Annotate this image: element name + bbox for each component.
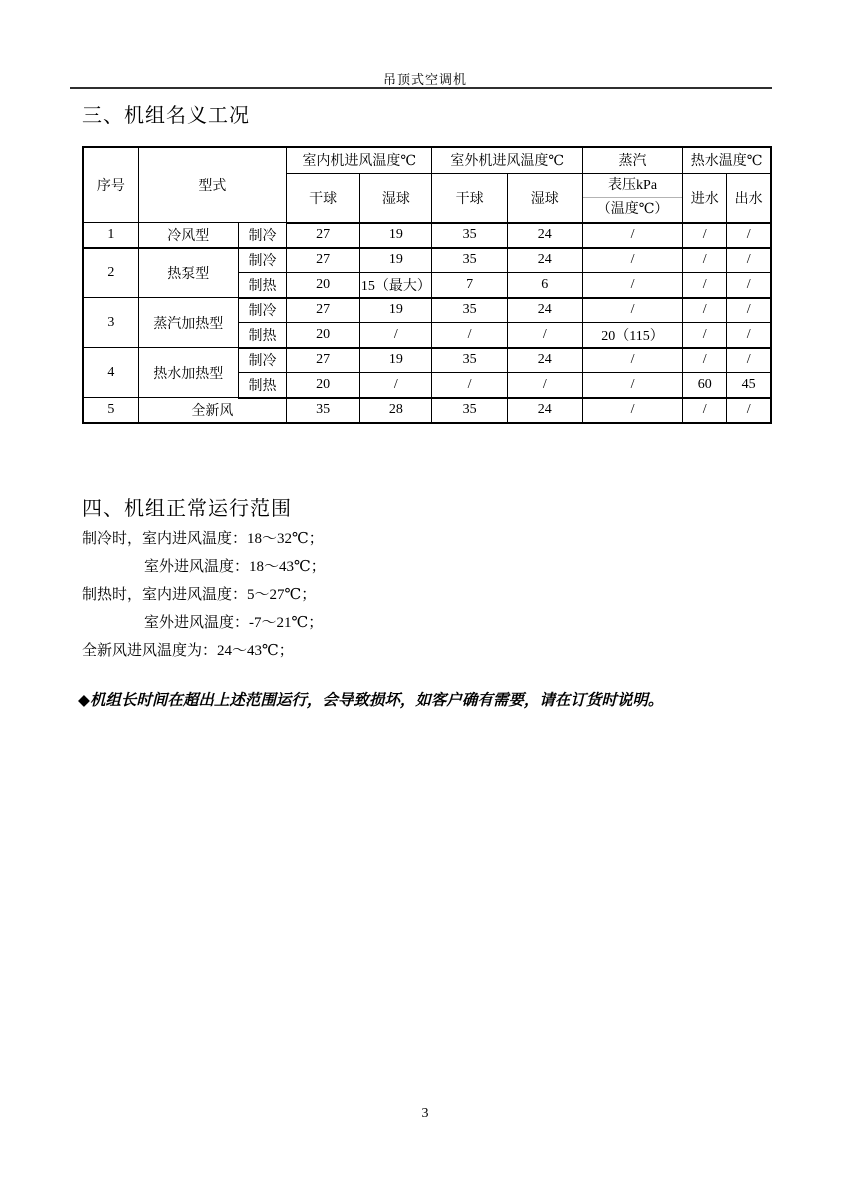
cell-serial: 3 [83, 298, 138, 348]
range-line-cooling-outdoor: 室外进风温度：18～43℃； [144, 559, 326, 575]
cell-value: / [582, 298, 682, 323]
cell-value: / [727, 323, 771, 348]
cell-type: 冷风型 [138, 223, 238, 248]
cell-value: / [582, 348, 682, 373]
cell-mode: 制冷 [238, 223, 286, 248]
cell-value: / [432, 373, 507, 398]
cell-value: 6 [507, 273, 582, 298]
cell-value: 15（最大） [360, 273, 432, 298]
warning-note: ◆机组长时间在超出上述范围运行，会导致损坏，如客户确有需要，请在订货时说明。 [78, 692, 664, 709]
table-header-row-groups [83, 147, 771, 173]
running-header-title: 吊顶式空调机 [382, 72, 467, 87]
cell-value: 7 [432, 273, 507, 298]
cell-value: 19 [360, 298, 432, 323]
cell-value: / [683, 273, 727, 298]
cell-value: / [727, 398, 771, 423]
cell-serial: 2 [83, 248, 138, 298]
cell-mode: 制冷 [238, 298, 286, 323]
cell-value: 35 [432, 298, 507, 323]
section3-title: 三、机组名义工况 [82, 105, 250, 127]
cell-value: 35 [432, 248, 507, 273]
header-cell-indoor-group: 室内机进风温度℃ [287, 147, 432, 173]
cell-serial: 4 [83, 348, 138, 398]
table-row [83, 298, 771, 323]
cell-value: / [432, 323, 507, 348]
cell-value: / [727, 273, 771, 298]
header-cell-steam-gauge: 表压kPa [583, 174, 682, 198]
page-number: 3 [421, 1106, 429, 1121]
cell-value: 20 [287, 323, 360, 348]
cell-value: 24 [507, 223, 582, 248]
cell-value: 28 [360, 398, 432, 423]
cell-value: / [683, 223, 727, 248]
cell-value: 27 [287, 348, 360, 373]
cell-value: / [582, 398, 682, 423]
cell-value: 27 [287, 298, 360, 323]
cell-mode: 制冷 [238, 248, 286, 273]
header-cell-outdoor-group: 室外机进风温度℃ [432, 147, 582, 173]
header-cell-water-in: 进水 [683, 173, 727, 223]
cell-value: / [683, 298, 727, 323]
cell-type: 热泵型 [138, 248, 238, 298]
range-line-fresh-air: 全新风进风温度为：24～43℃； [82, 643, 294, 659]
table-row [83, 398, 771, 423]
cell-value: / [683, 398, 727, 423]
running-header [0, 69, 850, 88]
header-cell-serial: 序号 [83, 147, 138, 223]
cell-value: / [360, 323, 432, 348]
operating-range-block [82, 531, 326, 671]
table-row [83, 248, 771, 273]
header-cell-indoor-dry: 干球 [287, 173, 360, 223]
cell-serial: 1 [83, 223, 138, 248]
cell-value: 24 [507, 248, 582, 273]
cell-value: / [727, 298, 771, 323]
cell-value: / [582, 223, 682, 248]
cell-value: / [582, 273, 682, 298]
cell-mode: 制热 [238, 273, 286, 298]
cell-type: 蒸汽加热型 [138, 298, 238, 348]
cell-type: 全新风 [138, 398, 286, 423]
header-cell-water-group: 热水温度℃ [683, 147, 771, 173]
header-cell-water-out: 出水 [727, 173, 771, 223]
header-cell-steam-sub [582, 173, 682, 223]
table-row [83, 348, 771, 373]
header-cell-indoor-wet: 湿球 [360, 173, 432, 223]
cell-value: / [683, 323, 727, 348]
section4-title: 四、机组正常运行范围 [82, 498, 292, 520]
cell-value: 20 [287, 273, 360, 298]
header-cell-steam-group: 蒸汽 [582, 147, 682, 173]
range-line-cooling-indoor: 制冷时，室内进风温度：18～32℃； [82, 531, 324, 547]
cell-value: 35 [287, 398, 360, 423]
range-line-heating-outdoor: 室外进风温度：-7～21℃； [144, 615, 324, 631]
cell-value: 24 [507, 348, 582, 373]
header-cell-steam-temp: （温度℃） [596, 201, 669, 217]
cell-value: 19 [360, 223, 432, 248]
range-line-heating-indoor: 制热时，室内进风温度：5～27℃； [82, 587, 317, 603]
cell-value: 60 [683, 373, 727, 398]
cell-value: / [582, 248, 682, 273]
cell-value: / [507, 323, 582, 348]
cell-value: 20 [287, 373, 360, 398]
header-cell-outdoor-wet: 湿球 [507, 173, 582, 223]
cell-mode: 制冷 [238, 348, 286, 373]
cell-serial: 5 [83, 398, 138, 423]
table-row [83, 223, 771, 248]
cell-value: 35 [432, 223, 507, 248]
cell-value: / [727, 348, 771, 373]
header-rule [70, 87, 772, 89]
cell-value: / [683, 348, 727, 373]
cell-value: 20（115） [582, 323, 682, 348]
cell-value: 19 [360, 248, 432, 273]
cell-type: 热水加热型 [138, 348, 238, 398]
cell-value: 27 [287, 223, 360, 248]
cell-mode: 制热 [238, 373, 286, 398]
cell-value: / [727, 223, 771, 248]
cell-value: 19 [360, 348, 432, 373]
cell-value: 45 [727, 373, 771, 398]
header-cell-outdoor-dry: 干球 [432, 173, 507, 223]
cell-value: 35 [432, 348, 507, 373]
cell-value: 24 [507, 298, 582, 323]
nominal-conditions-table [82, 146, 772, 424]
cell-value: / [683, 248, 727, 273]
cell-value: / [582, 373, 682, 398]
cell-value: 27 [287, 248, 360, 273]
cell-value: / [727, 248, 771, 273]
cell-value: / [360, 373, 432, 398]
cell-value: 24 [507, 398, 582, 423]
header-cell-type: 型式 [138, 147, 286, 223]
cell-value: 35 [432, 398, 507, 423]
cell-mode: 制热 [238, 323, 286, 348]
cell-value: / [507, 373, 582, 398]
